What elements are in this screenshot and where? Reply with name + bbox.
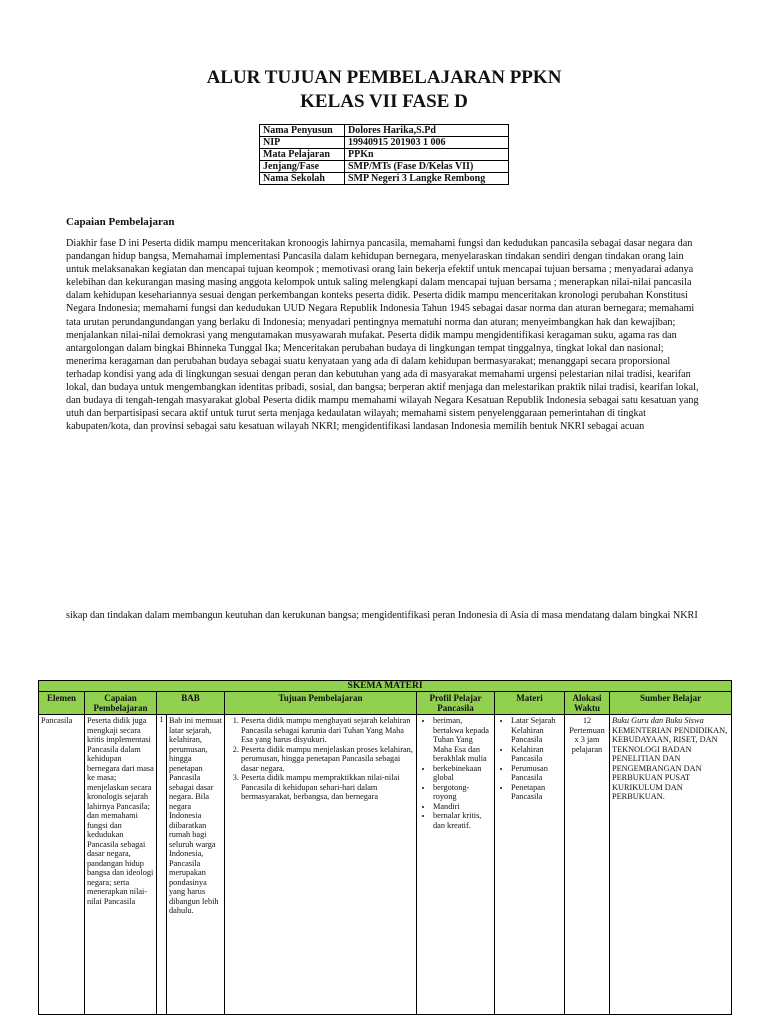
header-alokasi: Alokasi Waktu bbox=[565, 692, 610, 715]
header-bab: BAB bbox=[157, 692, 225, 715]
header-capaian: Capaian Pembelajaran bbox=[85, 692, 157, 715]
skema-materi-table bbox=[38, 680, 732, 1015]
cell-capaian: Peserta didik juga mengkaji secara kritis implementasi Pancasila dalam kehidupan bernegara dari masa ke masa; menjelaskan secara kronologis sejarah lahirnya Pancasila; dan memahami fungsi dan kedudukan Pancasila sebagai dasar negara, pandangan hidup bangsa dan ideologi negara; serta menerapkan nilai-nilai Pancasila bbox=[85, 715, 157, 1015]
table-row bbox=[39, 715, 732, 1015]
cell-profil bbox=[417, 715, 495, 1015]
info-label: Nama Sekolah bbox=[260, 173, 345, 185]
header-elemen: Elemen bbox=[39, 692, 85, 715]
cell-materi bbox=[495, 715, 565, 1015]
header-tujuan: Tujuan Pembelajaran bbox=[225, 692, 417, 715]
info-value: PPKn bbox=[345, 149, 509, 161]
info-row bbox=[260, 137, 509, 149]
info-label: Nama Penyusun bbox=[260, 125, 345, 137]
info-label: NIP bbox=[260, 137, 345, 149]
info-row bbox=[260, 125, 509, 137]
info-value: SMP/MTs (Fase D/Kelas VII) bbox=[345, 161, 509, 173]
document-title bbox=[0, 66, 768, 114]
info-row bbox=[260, 149, 509, 161]
info-value: Dolores Harika,S.Pd bbox=[345, 125, 509, 137]
header-sumber: Sumber Belajar bbox=[610, 692, 732, 715]
tujuan-item: 3. Peserta didik mampu mempraktikkan nilai-nilai Pancasila di kehidupan sehari-hari dalam bermasyarakat, berbangsa, dan bernegara bbox=[241, 773, 414, 802]
capaian-paragraph: Diakhir fase D ini Peserta didik mampu menceritakan kronoogis lahirnya pancasila, memahami fungsi dan kedudukan pancasila sebagai dasar negara dan pandangan hidup bangsa, Memahamai implementasi Pancasila dalam kehidupan bernegara, menyelaraskan tindakan sendiri dengan tindakan orang lain untuk melaksanakan kegiatan dan mencapai tujuan keompok ; memotivasi orang lain bekerja efektif untuk mencapai tujuan bersama ; menyadarai adanya kelebihan dan kekurangan masing masing anggota kelompok untuk saling melengkapi dalam mencapai tujuan bersama ; menerapkan nilai-nilai pancasila dalam kehidupan kesehariannya sesuai dengan perkembangan konteks peserta didik. Peserta didik mampu menceritakan kronologi perubahan Konstitusi Negara Indonesia; memahami fungsi dan kedudukan UUD Negara Republik Indonesia Tahun 1945 sebagai dasar norma dan aturan bernegara; memahami tata urutan perundangundangan yang berlaku di Indonesia; menyadari pentingnya mematuhi norma dan aturan; menyeimbangkan hak dan kewajiban; menjalankan nilai-nilai demokrasi yang mengutamakan musyawarah mufakat. Peserta didik mampu mengidentifikasi keragaman suku, agama ras dan antargolongan dalam bingkai Bhinneka Tunggal Ika; Menceritakan perubahan budaya di lingkungan tempat tinggalnya, tingkat lokal dan nasional; menerima keragaman dan perubahan budaya sebagai suatu kenyataan yang ada di dalam kehidupan bermasyarakat; menanggapi secara proporsional terhadap kondisi yang ada di lingkungan sesuai dengan peran dan kebutuhan yang ada di masyarakat memahami urgensi pelestarian nilai tradisi, kearifan lokal, dan budaya untuk mengembangkan identitas pribadi, sosial, dan bangsa; berperan aktif menjaga dan melestarikan praktik nilai tradisi, kearifan lokal, dan budaya di tengah-tengah masyarakat global Peserta didik mampu memahami wilayah Negara Kesatuan Republik Indonesia sebagai satu kesatuan yang utuh dan berpartisipasi secara aktif untuk turut serta menjaga kedaulatan wilayah; memahami sistem penyelenggaraan pemerintahan di tingkat kabupaten/kota, dan provinsi sebagai satu kesatuan wilayah NKRI; mengidentifikasi landasan Indonesia memilih bentuk NKRI sebagai acuan bbox=[66, 238, 699, 433]
profil-item: • berkebinekaan global bbox=[433, 764, 492, 783]
header-materi: Materi bbox=[495, 692, 565, 715]
info-value: SMP Negeri 3 Langke Rembong bbox=[345, 173, 509, 185]
profil-item: • beriman, bertakwa kepada Tuhan Yang Maha Esa dan berakhlak mulia bbox=[433, 716, 492, 764]
profil-item: • Mandiri bbox=[433, 802, 492, 812]
profil-item: • bergotong-royong bbox=[433, 783, 492, 802]
info-label: Jenjang/Fase bbox=[260, 161, 345, 173]
sumber-publisher: KEMENTERIAN PENDIDIKAN, KEBUDAYAAN, RISET, DAN TEKNOLOGI BADAN PENELITIAN DAN PENGEMBANGAN DAN PERBUKUAN PUSAT KURIKULUM DAN PERBUKUAN. bbox=[612, 725, 728, 801]
identity-table bbox=[259, 124, 509, 185]
title-line-1: ALUR TUJUAN PEMBELAJARAN PPKN bbox=[206, 67, 562, 88]
cell-alokasi: 12 Pertemuan x 3 jam pelajaran bbox=[565, 715, 610, 1015]
materi-item: • Latar Sejarah Kelahiran Pancasila bbox=[511, 716, 562, 745]
cell-tujuan bbox=[225, 715, 417, 1015]
capaian-paragraph-continued: sikap dan tindakan dalam membangun keutuhan dan kerukunan bangsa; mengidentifikasi peran Indonesia di Asia di masa mendatang dalam bingkai NKRI bbox=[66, 610, 698, 621]
info-value: 19940915 201903 1 006 bbox=[345, 137, 509, 149]
profil-item: • bernalar kritis, dan kreatif. bbox=[433, 811, 492, 830]
materi-item: • Perumusan Pancasila bbox=[511, 764, 562, 783]
materi-item: • Kelahiran Pancasila bbox=[511, 745, 562, 764]
header-profil: Profil Pelajar Pancasila bbox=[417, 692, 495, 715]
info-row bbox=[260, 161, 509, 173]
sumber-book: Buku Guru dan Buku Siswa bbox=[612, 716, 704, 725]
cell-bab: Bab ini memuat latar sejarah, kelahiran, perumusan, hingga penetapan Pancasila sebagai dasar negara. Bila negara Indonesia diibaratkan rumah bagi seluruh warga Indonesia, Pancasila merupakan pondasinya yang harus dibangun lebih dahulu. bbox=[167, 715, 225, 1015]
cell-elemen: Pancasila bbox=[39, 715, 85, 1015]
tujuan-item: 2. Peserta didik mampu menjelaskan proses kelahiran, perumusan, hingga penetapan Pancasila sebagai dasar negara. bbox=[241, 745, 414, 774]
info-label: Mata Pelajaran bbox=[260, 149, 345, 161]
tujuan-item: 1. Peserta didik mampu menghayati sejarah kelahiran Pancasila sebagai karunia dari Tuhan Yang Maha Esa yang harus disyukuri. bbox=[241, 716, 414, 745]
capaian-heading: Capaian Pembelajaran bbox=[66, 216, 175, 228]
cell-sumber bbox=[610, 715, 732, 1015]
cell-bab-number: 1 bbox=[157, 715, 167, 1015]
materi-item: • Penetapan Pancasila bbox=[511, 783, 562, 802]
title-line-2: KELAS VII FASE D bbox=[300, 91, 468, 112]
info-row bbox=[260, 173, 509, 185]
skema-title: SKEMA MATERI bbox=[39, 681, 732, 692]
